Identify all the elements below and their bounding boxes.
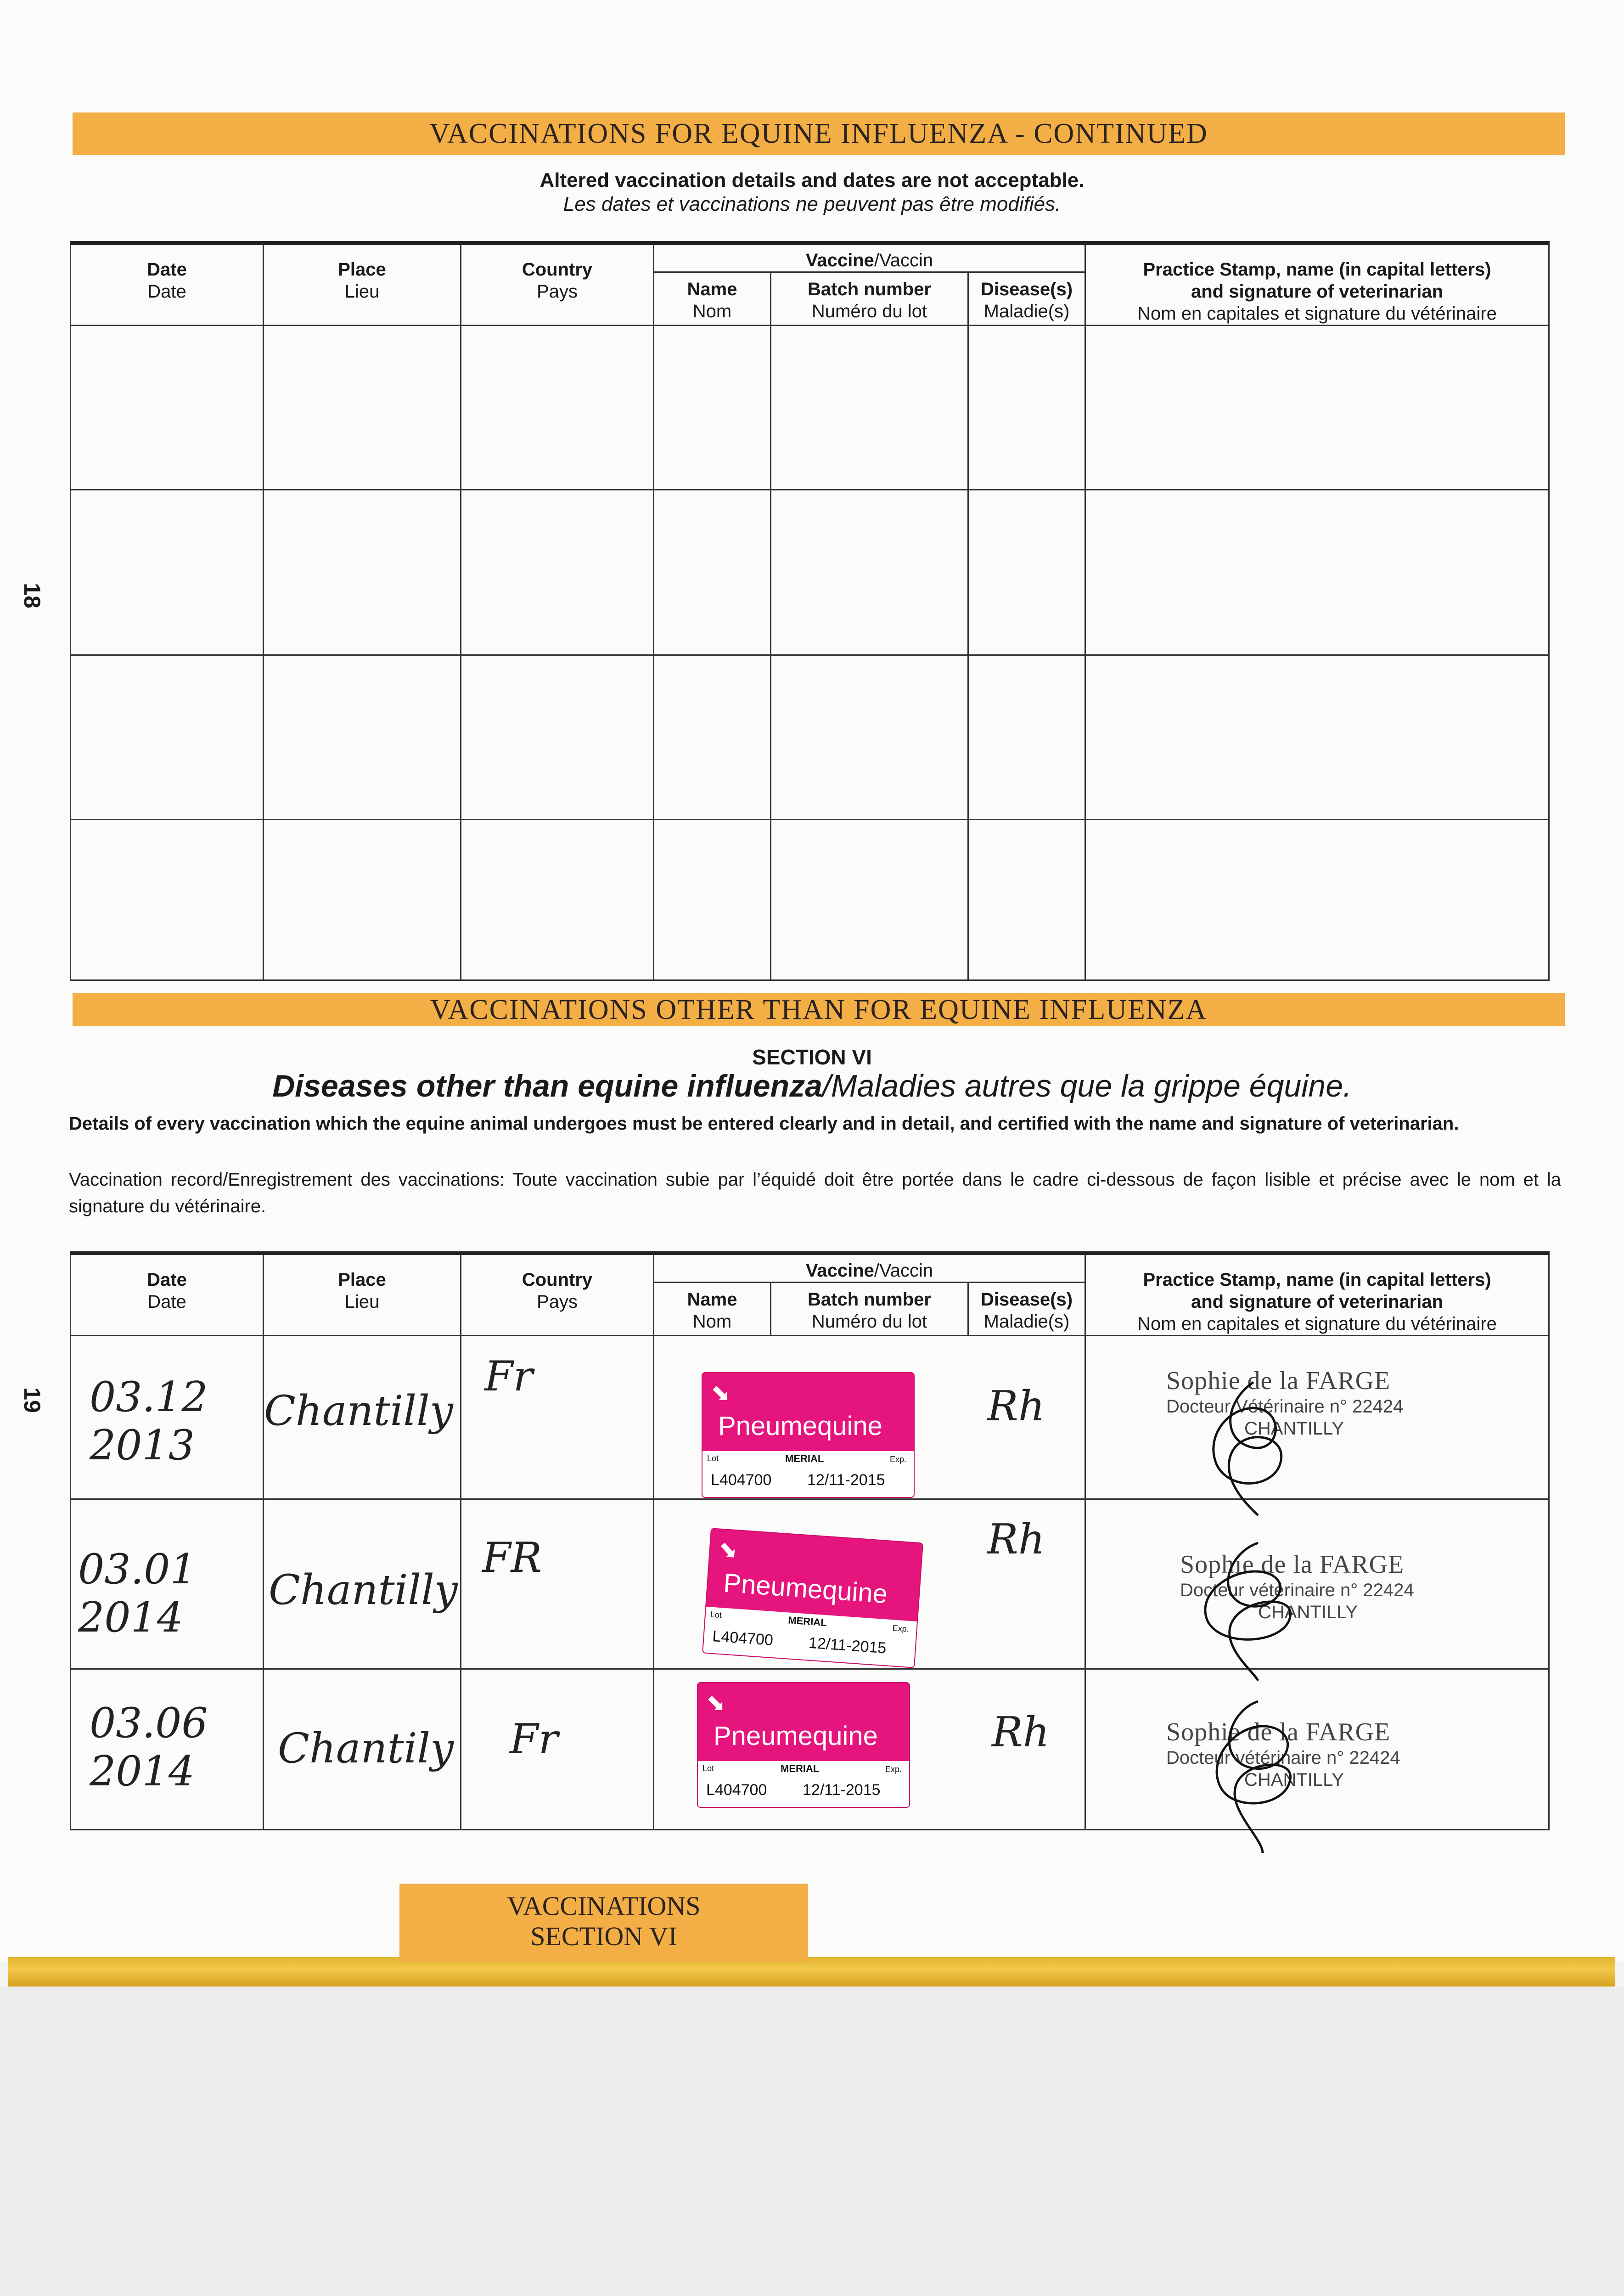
instructions-fr: Vaccination record/Enregistrement des vaccinations: Toute vaccination subie par l’équidé doit être portée dans le cadre ci-dessous de façon lisible et précise avec le nom et la signature du vétérinaire. xyxy=(69,1170,1561,1216)
signature xyxy=(1185,1373,1322,1520)
record-place: Chantilly xyxy=(269,1566,458,1614)
header-name: Name Nom xyxy=(654,1283,771,1336)
header-date: Date Date xyxy=(71,1253,264,1336)
header-date: Date Date xyxy=(71,243,264,326)
record-date: 03.01 2014 xyxy=(78,1545,197,1642)
logo-icon: ⬊ xyxy=(717,1536,739,1564)
record-country: Fr xyxy=(510,1715,558,1763)
section-banner-other: VACCINATIONS OTHER THAN FOR EQUINE INFLUENZA xyxy=(73,993,1565,1026)
section-tab: VACCINATIONS SECTION VI xyxy=(399,1884,808,1962)
table-row xyxy=(71,326,1549,490)
page-number: 18 xyxy=(19,583,45,608)
influenza-vaccination-table xyxy=(70,241,1550,981)
header-country: Country Pays xyxy=(461,243,654,326)
signature xyxy=(1185,1692,1332,1857)
header-disease: Disease(s) Maladie(s) xyxy=(968,272,1085,326)
page-edge xyxy=(8,1957,1615,1986)
header-vaccine: Vaccine/Vaccin xyxy=(654,1253,1085,1283)
vaccine-label-sticker: ⬊ Pneumequine Lot MERIAL Exp. L404700 12/11-2015 xyxy=(698,1683,909,1807)
record-disease: Rh xyxy=(992,1708,1050,1756)
header-disease: Disease(s) Maladie(s) xyxy=(968,1283,1085,1336)
header-name: Name Nom xyxy=(654,272,771,326)
background xyxy=(0,1986,1624,2296)
vet-stamp: Sophie de la FARGE Docteur Vétérinaire n° 22424 CHANTILLY xyxy=(1166,1367,1404,1439)
header-place: Place Lieu xyxy=(264,243,461,326)
record-disease: Rh xyxy=(987,1515,1045,1564)
header-batch: Batch number Numéro du lot xyxy=(771,272,968,326)
record-date: 03.06 2014 xyxy=(90,1699,208,1795)
section-label: SECTION VI xyxy=(752,1045,872,1069)
record-country: Fr xyxy=(484,1352,533,1401)
header-practice: Practice Stamp, name (in capital letters) and signature of veterinarian Nom en capitales et signature du vétérinaire xyxy=(1085,243,1549,326)
header-practice: Practice Stamp, name (in capital letters) and signature of veterinarian Nom en capitales et signature du vétérinaire xyxy=(1085,1253,1549,1336)
vet-stamp: Sophie de la FARGE Docteur vétérinaire n° 22424 CHANTILLY xyxy=(1166,1718,1400,1790)
record-country: FR xyxy=(482,1534,542,1582)
record-place: Chantilly xyxy=(264,1387,453,1435)
table-row xyxy=(71,820,1549,980)
record-disease: Rh xyxy=(987,1382,1045,1430)
record-date: 03.12 2013 xyxy=(90,1373,208,1469)
vet-stamp: Sophie de la FARGE Docteur vétérinaire n° 22424 CHANTILLY xyxy=(1180,1550,1414,1622)
header-place: Place Lieu xyxy=(264,1253,461,1336)
logo-icon: ⬊ xyxy=(711,1380,730,1406)
logo-icon: ⬊ xyxy=(706,1690,725,1716)
table-row xyxy=(71,490,1549,655)
page-number: 19 xyxy=(19,1387,45,1413)
section-title: Diseases other than equine influenza/Maladies autres que la grippe équine. xyxy=(272,1069,1352,1103)
signature xyxy=(1180,1534,1332,1685)
warning-note-en: Altered vaccination details and dates are not acceptable. xyxy=(539,169,1085,191)
table-row xyxy=(71,655,1549,820)
header-batch: Batch number Numéro du lot xyxy=(771,1283,968,1336)
header-vaccine: Vaccine/Vaccin xyxy=(654,243,1085,272)
warning-note-fr: Les dates et vaccinations ne peuvent pas être modifiés. xyxy=(563,193,1061,215)
section-banner-influenza: VACCINATIONS FOR EQUINE INFLUENZA - CONTINUED xyxy=(73,113,1565,155)
instructions-en: Details of every vaccination which the equine animal undergoes must be entered clearly and in detail, and certified with the name and signature of veterinarian. xyxy=(69,1114,1459,1134)
vaccine-label-sticker: ⬊ Pneumequine Lot MERIAL Exp. L404700 12/11-2015 xyxy=(702,1373,914,1497)
record-place: Chantily xyxy=(278,1724,454,1773)
vaccine-label-sticker: ⬊ Pneumequine Lot MERIAL Exp. L404700 12/11-2015 xyxy=(703,1529,922,1667)
header-country: Country Pays xyxy=(461,1253,654,1336)
